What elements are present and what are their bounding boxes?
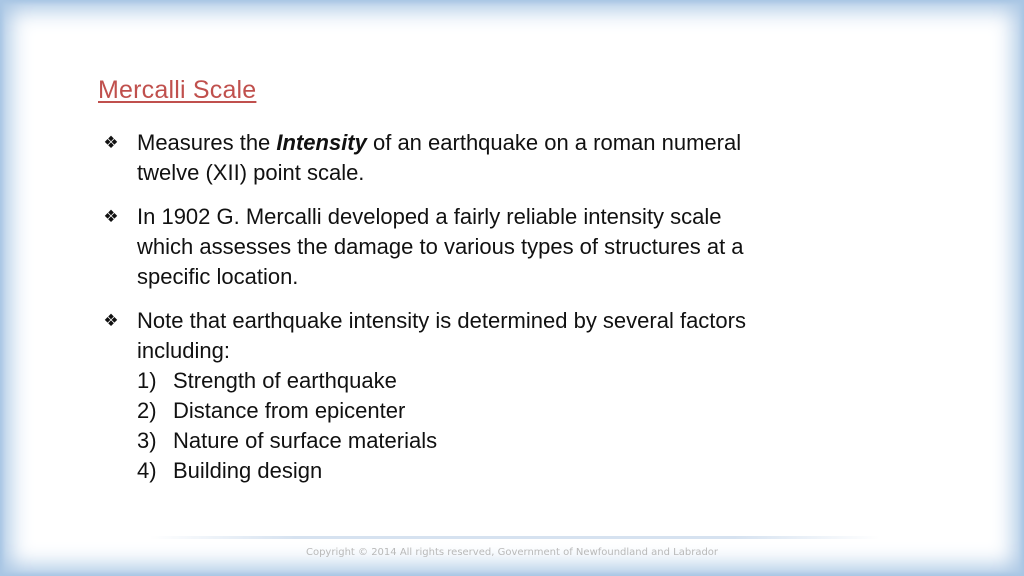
intensity-emphasis: Intensity [276, 130, 367, 155]
diamond-bullet-icon: ❖ [103, 311, 119, 331]
bullet-text: In 1902 G. Mercalli developed a fairly reliable intensity scale which assesses the damage to various types of structures at a specific location. [137, 204, 744, 289]
copyright-footer: Copyright © 2014 All rights reserved, Government of Newfoundland and Labrador [305, 547, 719, 558]
bullet-factors [101, 306, 781, 486]
factor-item: 4) Building design [137, 458, 323, 483]
diamond-bullet-icon: ❖ [103, 133, 119, 153]
bullet-intensity [101, 128, 781, 188]
factor-item: 3) Nature of surface materials [137, 428, 438, 453]
factor-item: 2) Distance from epicenter [137, 398, 406, 423]
factor-item: 1) Strength of earthquake [137, 368, 397, 393]
factor-list [137, 366, 781, 486]
slide-title: Mercalli Scale [98, 76, 257, 104]
bullet-text: Measures the Intensity of an earthquake on a roman numeral twelve (XII) point scale. [137, 130, 742, 185]
diamond-bullet-icon: ❖ [103, 207, 119, 227]
footer-divider [150, 536, 880, 539]
bullet-list [101, 128, 781, 500]
bullet-text: Note that earthquake intensity is determined by several factors including: [137, 308, 746, 363]
bullet-history [101, 202, 781, 292]
